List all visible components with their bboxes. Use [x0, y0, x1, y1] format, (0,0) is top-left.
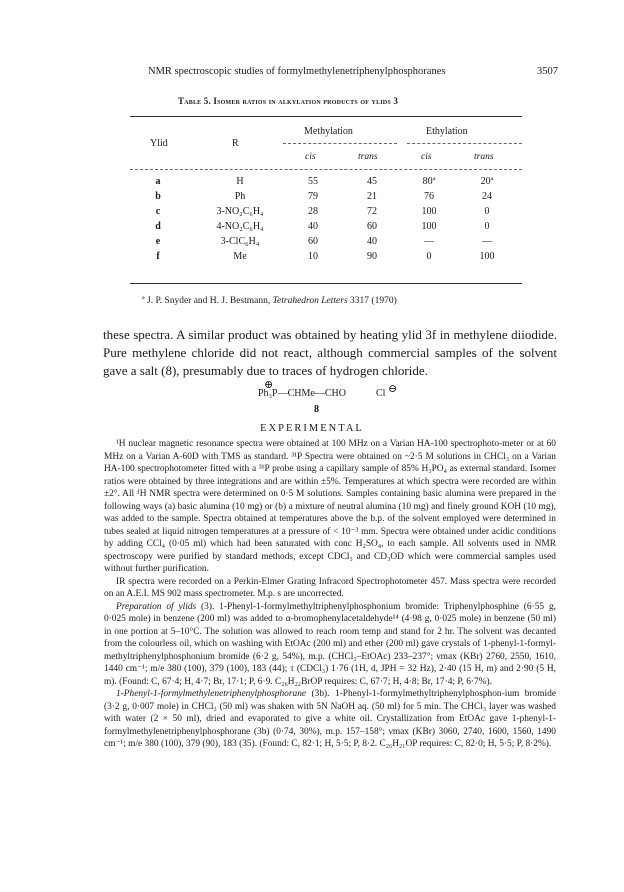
structure-counterion: Cl	[376, 388, 386, 399]
header-methylation-cis: cis	[305, 152, 316, 162]
footnote-ref: 3317 (1970)	[350, 296, 397, 306]
experimental-paragraph-nmr: ¹H nuclear magnetic resonance spectra were obtained at 100 MHz on a Varian HA-100 spectrophoto-meter or at 60 MHz on a Varian A-60D with TMS as standard. ³¹P Spectra were obtained on ~2·5 M solutions in CHCl₃ on a Varian HA-100 spectrophotometer fitted with a ³¹P probe using a capillary sample of 85% H₃PO₄ as external standard. Isomer ratios were obtained by three integrations and are within ±5%. Temperatures at which spectra were recorded are within ±2°. All ¹H NMR spectra were determined on 0·5 M solutions. Samples containing basic alumina were prepared in the following ways (a) basic alumina (10 mg) or (b) a mixture of neutral alumina (10 mg) and finely ground KOH (10 mg), was added to the sample. Spectra obtained at temperatures above the b.p. of the solvent employed were determined in tubes sealed at liquid nitrogen temperatures at a pressure of < 10⁻³ mm. Spectra were obtained under acidic conditions by adding CCl₄ (0·05 ml) which had been saturated with conc H₂SO₄, to each sample. All solvents used in NMR spectroscopy were purified by standard methods, except CDCl₃ and CD₃OD which were commercial samples used without further purification.	[104, 439, 556, 574]
structure-formula: Ph₃P—CHMe—CHO	[258, 388, 346, 399]
preparation-text: (3). 1-Phenyl-1-formylmethyltriphenylphosphonium bromide: Triphenylphosphine (6·55 g, 0·025 mole) in benzene (200 ml) was added to α-bromophenylacetaldehyde¹⁴ (4·98 g, 0·025 mole) in benzene (50 ml) in one portion at 5–10°C. The solution was allowed to reach room temp and stand for 2 hr. The solvent was decanted from the colourless oil, which on washing with EtOAc (200 ml) and ether (200 ml) gave crystals of 1-phenyl-1-formyl-methyltriphenylphosphonium bromide (6·2 g, 54%), m.p. (CHCl₃–EtOAc) 233–237°; νmax (KBr) 2760, 2550, 1610, 1440 cm⁻¹; m/e 380 (100), 379 (100), 183 (44); τ (CDCl₃) 1·76 (1H, d, JPH = 32 Hz), 2·40 (15 H, m) and 2·90 (5 H, m). (Found: C, 67·4; H, 4·7; Br, 17·1; P, 6·9. C₂₆H₂₂BrOP requires: C, 67·7; H, 4·8; Br, 17·4; P, 6·7%).	[104, 601, 556, 687]
compound-3b-heading: 1-Phenyl-1-formylmethylenetriphenylphosphorane	[116, 689, 307, 699]
cell-ylid: d	[155, 221, 161, 232]
cell-methylation-trans: 45	[367, 176, 377, 187]
experimental-body	[104, 438, 556, 751]
cell-ethylation-trans: 20ª	[480, 176, 494, 187]
cell-methylation-trans: 60	[367, 221, 377, 232]
header-methylation-trans: trans	[358, 152, 378, 162]
ethylation-underline	[407, 143, 522, 144]
page-number: 3507	[537, 66, 558, 77]
cell-ylid: e	[155, 236, 161, 247]
cell-methylation-cis: 40	[308, 221, 318, 232]
cell-ethylation-cis: 100	[421, 206, 437, 217]
header-ethylation-trans: trans	[474, 152, 494, 162]
cell-ethylation-trans: 100	[479, 251, 495, 262]
cell-ylid: c	[155, 206, 161, 217]
table-caption	[178, 96, 398, 106]
header-ethylation-cis: cis	[421, 152, 432, 162]
cell-methylation-cis: 28	[308, 206, 318, 217]
preparation-heading: Preparation of ylids	[116, 601, 197, 612]
footnote-authors: J. P. Snyder and H. J. Bestmann,	[147, 296, 271, 306]
cell-ethylation-trans: 24	[482, 191, 492, 202]
cell-ethylation-cis: 76	[424, 191, 434, 202]
header-methylation: Methylation	[304, 126, 353, 137]
cell-r: 3-ClC₆H₄	[220, 236, 260, 247]
cell-methylation-trans: 21	[367, 191, 377, 202]
cell-methylation-cis: 60	[308, 236, 318, 247]
cell-ethylation-cis: —	[424, 236, 434, 247]
cell-ethylation-cis: 80ª	[422, 176, 436, 187]
header-r: R	[232, 138, 239, 149]
experimental-paragraph-3b	[104, 688, 556, 751]
cell-ethylation-cis: 100	[421, 221, 437, 232]
phosphonium-plus-sign: ⊕	[264, 379, 274, 391]
footnote-mark: ª	[142, 296, 145, 306]
cell-methylation-cis: 10	[308, 251, 318, 262]
structure-label: 8	[314, 404, 319, 415]
cell-methylation-cis: 55	[308, 176, 318, 187]
cell-ylid: f	[156, 251, 160, 262]
cell-r: Ph	[234, 191, 246, 202]
cell-ylid: a	[155, 176, 161, 187]
cell-methylation-cis: 79	[308, 191, 318, 202]
compound-3b-text: (3b). 1-Phenyl-1-formylmethyltriphenylphosphon-ium bromide (3·2 g, 0·007 mole) in CHCl₃ (50 ml) was shaken with 5N NaOH aq. (50 ml) for 5 min. The CHCl₃ layer was washed with water (2 × 50 ml), dried and evaporated to give a white oil. Crystallization from EtOAc gave 1-phenyl-1-formylmethylenetriphenylphosphorane (3b) (0·74, 30%), m.p. 157–158°; νmax (KBr) 3060, 2740, 1600, 1560, 1490 cm⁻¹; m/e 380 (100), 379 (90), 183 (35). (Found: C, 82·1; H, 5·5; P, 8·2. C₂₆H₂₁OP requires: C, 82·0; H, 5·5; P, 8·2%).	[104, 689, 556, 749]
experimental-paragraph-ir: IR spectra were recorded on a Perkin-Elmer Grating Infracord Spectrophotometer 457. Mass spectra were recorded on an A.E.I. MS 902 mass spectrometer. M.p. s are uncorrected.	[104, 576, 556, 599]
cell-ylid: b	[155, 191, 161, 202]
running-head-title: NMR spectroscopic studies of formylmethylenetriphenylphosphoranes	[148, 66, 446, 77]
chloride-minus-sign: ⊖	[388, 383, 398, 395]
body-paragraph: these spectra. A similar product was obtained by heating ylid 3f in methylene diiodide. Pure methylene chloride did not react, although commercial samples of the solvent gave a salt (8), presumably due to traces of hydrogen chloride.	[103, 327, 557, 378]
table-bottom-rule	[130, 283, 522, 284]
experimental-paragraph-ylids	[104, 601, 556, 689]
header-ylid: Ylid	[150, 138, 168, 149]
table-caption-text: Isomer ratios in alkylation products of ylids 3	[213, 96, 399, 106]
cell-r: 3-NO₂C₆H₄	[216, 206, 264, 217]
section-heading-experimental: EXPERIMENTAL	[260, 423, 364, 434]
cell-r: 4-NO₂C₆H₄	[216, 221, 264, 232]
methylation-underline	[283, 143, 397, 144]
footnote-journal: Tetrahedron Letters	[272, 296, 348, 306]
cell-ethylation-cis: 0	[426, 251, 432, 262]
cell-methylation-trans: 72	[367, 206, 377, 217]
table-top-rule	[130, 116, 522, 117]
table-header-rule	[130, 169, 522, 170]
cell-ethylation-trans: —	[482, 236, 492, 247]
cell-methylation-trans: 40	[367, 236, 377, 247]
cell-r: H	[236, 176, 244, 187]
cell-ethylation-trans: 0	[484, 221, 490, 232]
cell-r: Me	[233, 251, 247, 262]
table-footnote	[142, 296, 397, 306]
cell-ethylation-trans: 0	[484, 206, 490, 217]
header-ethylation: Ethylation	[426, 126, 468, 137]
table-caption-label: Table 5.	[178, 96, 211, 106]
cell-methylation-trans: 90	[367, 251, 377, 262]
